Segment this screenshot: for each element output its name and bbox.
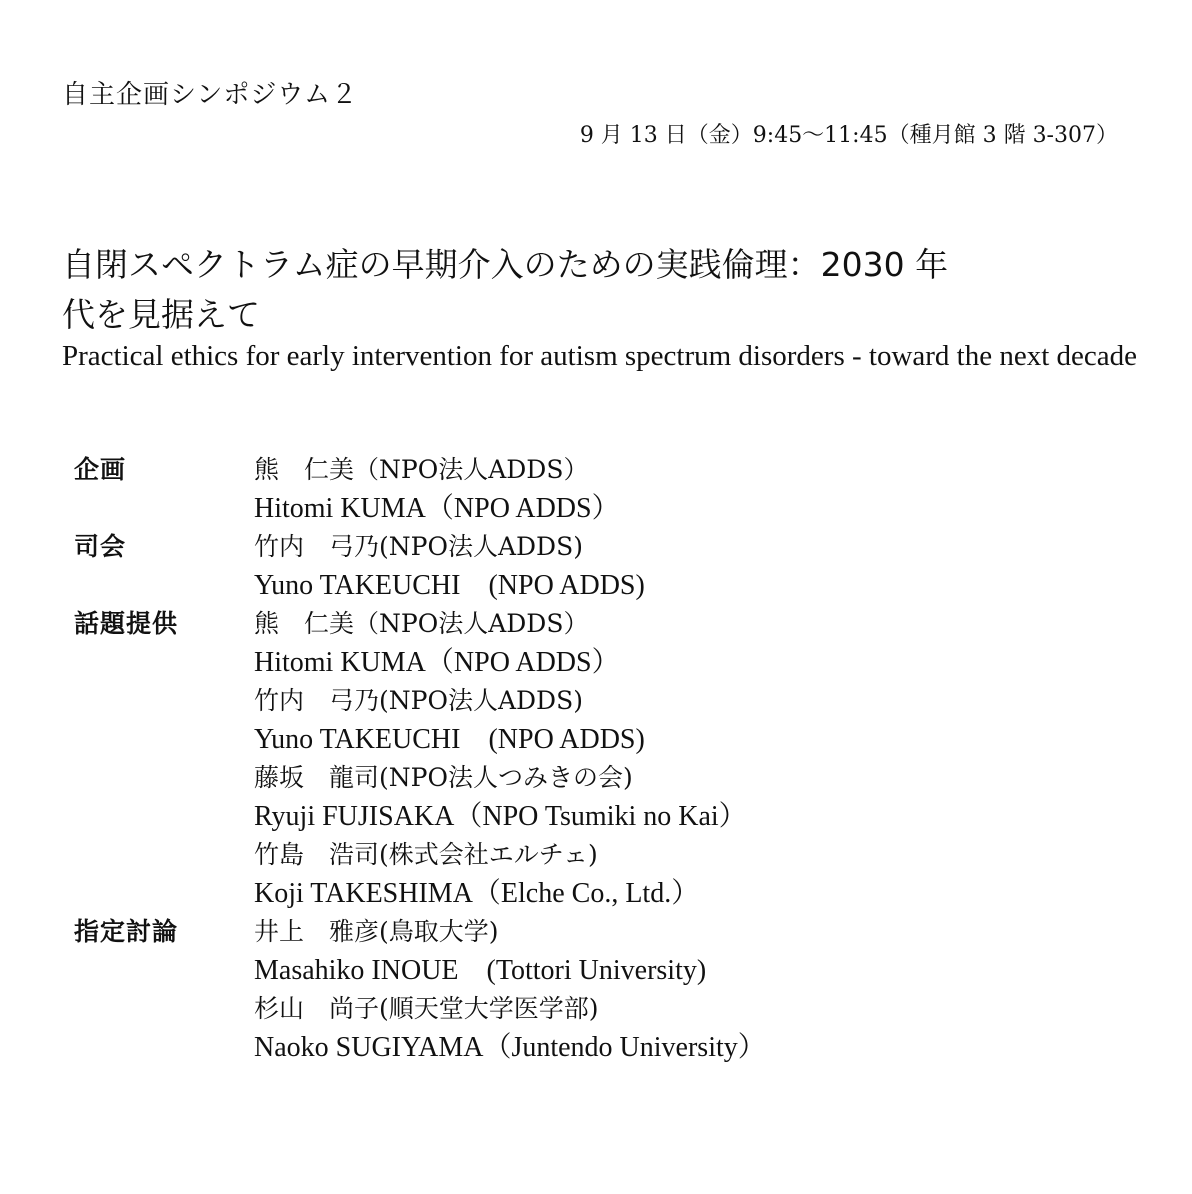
session-time: 9 月 13 日（金）9:45～11:45（種月館 3 階 3-307） [579, 123, 1118, 148]
title-japanese-line2: 代を見据えて [62, 295, 260, 334]
role-entries [254, 913, 766, 1067]
role-label: 司会 [74, 532, 127, 561]
role-entries [254, 605, 747, 913]
person-name-japanese: 竹内 弓乃(NPO法人ADDS) [254, 532, 583, 561]
series-label: 自主企画シンポジウム２ [62, 80, 359, 110]
person-name-english: Ryuji FUJISAKA（NPO Tsumiki no Kai） [254, 800, 747, 832]
person-name-english: Hitomi KUMA（NPO ADDS） [254, 492, 620, 524]
role-discussants [74, 913, 1074, 1067]
person-name-japanese: 藤坂 龍司(NPO法人つみきの会) [254, 763, 633, 792]
role-label: 指定討論 [74, 917, 179, 946]
person-name-japanese: 井上 雅彦(鳥取大学) [254, 917, 499, 946]
title-japanese [62, 240, 1102, 340]
person-name-english: Masahiko INOUE (Tottori University) [254, 954, 707, 986]
role-chair [74, 528, 1074, 605]
person-name-english: Naoko SUGIYAMA（Juntendo University） [254, 1031, 766, 1063]
person-name-english: Koji TAKESHIMA（Elche Co., Ltd.） [254, 877, 700, 909]
person-name-japanese: 杉山 尚子(順天堂大学医学部) [254, 994, 599, 1023]
person-name-japanese: 竹内 弓乃(NPO法人ADDS) [254, 686, 583, 715]
role-list [74, 451, 1074, 1067]
role-label: 話題提供 [74, 609, 179, 638]
role-entries [254, 451, 620, 528]
person-name-english: Hitomi KUMA（NPO ADDS） [254, 646, 620, 678]
role-entries [254, 528, 645, 605]
role-label: 企画 [74, 455, 127, 484]
person-name-japanese: 熊 仁美（NPO法人ADDS） [254, 609, 589, 638]
title-japanese-line1: 自閉スペクトラム症の早期介入のための実践倫理：2030 年 [62, 245, 949, 284]
role-speakers [74, 605, 1074, 913]
person-name-japanese: 竹島 浩司(株式会社エルチェ) [254, 840, 598, 869]
title-english: Practical ethics for early intervention for autism spectrum disorders - toward the next decade [62, 340, 1138, 372]
person-name-english: Yuno TAKEUCHI (NPO ADDS) [254, 723, 645, 755]
role-organizer [74, 451, 1074, 528]
person-name-english: Yuno TAKEUCHI (NPO ADDS) [254, 569, 645, 601]
person-name-japanese: 熊 仁美（NPO法人ADDS） [254, 455, 589, 484]
